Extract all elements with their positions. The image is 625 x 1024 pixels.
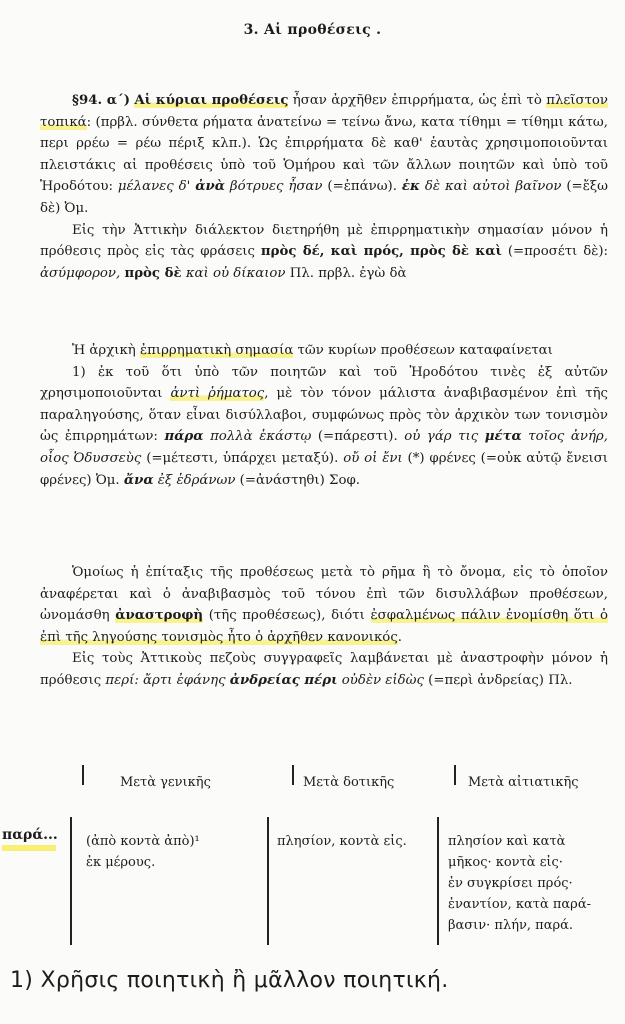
table-divider xyxy=(454,765,456,785)
highlight-mistaken-belief: ἐσφαλμένως πάλιν ἐνομίσθη ὅτι ὁ ἐπὶ τῆς ληγούσης τονισμὸς ἦτο ὁ ἀρχῆθεν κανονικός xyxy=(40,608,609,645)
row-label-para: παρά... xyxy=(2,827,58,843)
highlight-topika: πλεῖστον τοπικά xyxy=(40,93,609,130)
row-label-highlight xyxy=(2,845,56,851)
adverbial-origin xyxy=(40,340,608,491)
anastrophe-paragraph-1: Ὁμοίως ἡ ἐπίταξις τῆς προθέσεως μετὰ τὸ ρῆμα ἢ τὸ ὄνομα, εἰς τὸ ὁποῖον ἀναφέρεται καὶ ὁ ἀναβιβασμὸς τοῦ τόνου ἐπὶ τῶν δισυλλάβων προθέσεων, ὠνομάσθη ἀναστροφὴ (τῆς προθέσεως), διότι ἐσφαλμένως πάλιν ἐνομίσθη ὅτι ὁ ἐπὶ τῆς ληγούσης τονισμὸς ἦτο ὁ ἀρχῆθεν κανονικός. xyxy=(40,565,609,645)
anastrophe-paragraph-2: Εἰς τοὺς Ἀττικοὺς πεζοὺς συγγραφεῖς λαμβάνεται μὲ ἀναστροφὴν μόνον ἡ πρόθεσις περί: ἄρτι ἐφάνης ἀνδρείας πέρι οὐδὲν εἰδὼς (=περὶ ἀνδρείας) Πλ. xyxy=(40,651,608,688)
table-divider xyxy=(82,765,84,785)
table-divider xyxy=(437,817,439,945)
origin-point-1: 1) ἐκ τοῦ ὅτι ὑπὸ τῶν ποιητῶν καὶ τοῦ Ἡροδότου τινὲς ἐξ αὐτῶν χρησιμοποιοῦνται ἀντὶ ῥήματος, μὲ τὸν τόνον μάλιστα ἀναβιβασμένον ἐπὶ τῆς παραληγούσης, ὅταν εἶναι δισύλλαβοι, συμφώνως πρὸς τὸν ἀρχικὸν των τονισμὸν ὡς ἐπιρρημάτων: πάρα πολλὰ ἑκάστῳ (=πάρεστι). οὐ γάρ τις μέτα τοῖος ἀνήρ, οἷος Ὀδυσσεὺς (=μέτεστι, ὑπάρχει μεταξύ). οὔ οἱ ἔνι (*) φρένες (=οὐκ αὐτῷ ἔνεισι φρένες) Ὀμ. ἄνα ἐξ ἑδράνων (=ἀνάστηθι) Σοφ. xyxy=(40,364,608,488)
cell-dative: πλησίον, κοντὰ εἰς. xyxy=(277,834,407,849)
highlight-instead-of-verb: ἀντὶ ῥήματος xyxy=(170,386,265,402)
anastrophe-section xyxy=(40,562,608,692)
header-dative: Μετὰ δοτικῆς xyxy=(303,775,395,790)
preposition-case-table xyxy=(0,765,625,945)
header-genitive: Μετὰ γενικῆς xyxy=(120,775,211,790)
cell-accusative: πλησίον καὶ κατὰ μῆκος· κοντὰ εἰς· ἐν συγκρίσει πρός· ἐναντίον, κατὰ παρά- βασιν· πλήν, παρά. xyxy=(448,834,591,933)
table-divider xyxy=(267,817,269,945)
cell-genitive: (ἀπὸ κοντὰ ἀπὸ)¹ ἐκ μέρους. xyxy=(86,834,200,870)
header-accusative: Μετὰ αἰτιατικῆς xyxy=(468,775,579,790)
section-title: Αἱ κύριαι προθέσεις xyxy=(134,93,289,108)
section-94-paragraph-2: Εἰς τὴν Ἀττικὴν διάλεκτον διετηρήθη μὲ ἐπιρρηματικὴν σημασίαν μόνον ἡ πρόθεσις πρὸς εἰς τὰς φράσεις πρὸς δέ, καὶ πρός, πρὸς δὲ καὶ (=προσέτι δὲ): ἀσύμφορον, πρὸς δὲ καὶ οὐ δίκαιον Πλ. πρβλ. ἐγὼ δὰ xyxy=(40,222,609,281)
table-divider xyxy=(70,817,72,945)
table-divider xyxy=(292,765,294,785)
section-94-paragraph-1: §94. α΄) Αἱ κύριαι προθέσεις ἦσαν ἀρχῆθεν ἐπιρρήματα, ὡς ἐπὶ τὸ πλεῖστον τοπικά: (πρβλ. σύνθετα ρήματα ἀνατείνω = τείνω ἄνω, κατα τίθημι = τίθημι κάτω, περι ρρέω = ρέω πέριξ κλπ.). Ὡς ἐπιρρήματα δὲ καθ' ἑαυτὰς χρησιμοποιοῦνται πλειστάκις αἱ προθέσεις ὑπὸ τοῦ Ὁμήρου καὶ τῶν ἄλλων ποιητῶν καὶ ὑπὸ τοῦ Ἡροδότου: μέλανες δ' ἀνὰ βότρυες ἦσαν (=ἐπάνω). ἐκ δὲ καὶ αὐτοὶ βαῖνον (=ἔξω δὲ) Ὀμ. xyxy=(40,93,609,216)
footnote: 1) Χρῆσις ποιητικὴ ἢ μᾶλλον ποιητική. xyxy=(10,968,449,993)
section-number: §94. α΄) xyxy=(72,93,130,108)
chapter-heading: 3. Αἱ προθέσεις . xyxy=(243,22,382,38)
highlight-adverbial-meaning: ἐπιρρηματικὴ σημασία xyxy=(140,343,294,358)
origin-intro: Ἡ ἀρχικὴ ἐπιρρηματικὴ σημασία τῶν κυρίων προθέσεων καταφαίνεται xyxy=(72,343,553,358)
section-94 xyxy=(40,90,608,284)
highlight-anastrophe: ἀναστροφὴ xyxy=(115,608,204,624)
